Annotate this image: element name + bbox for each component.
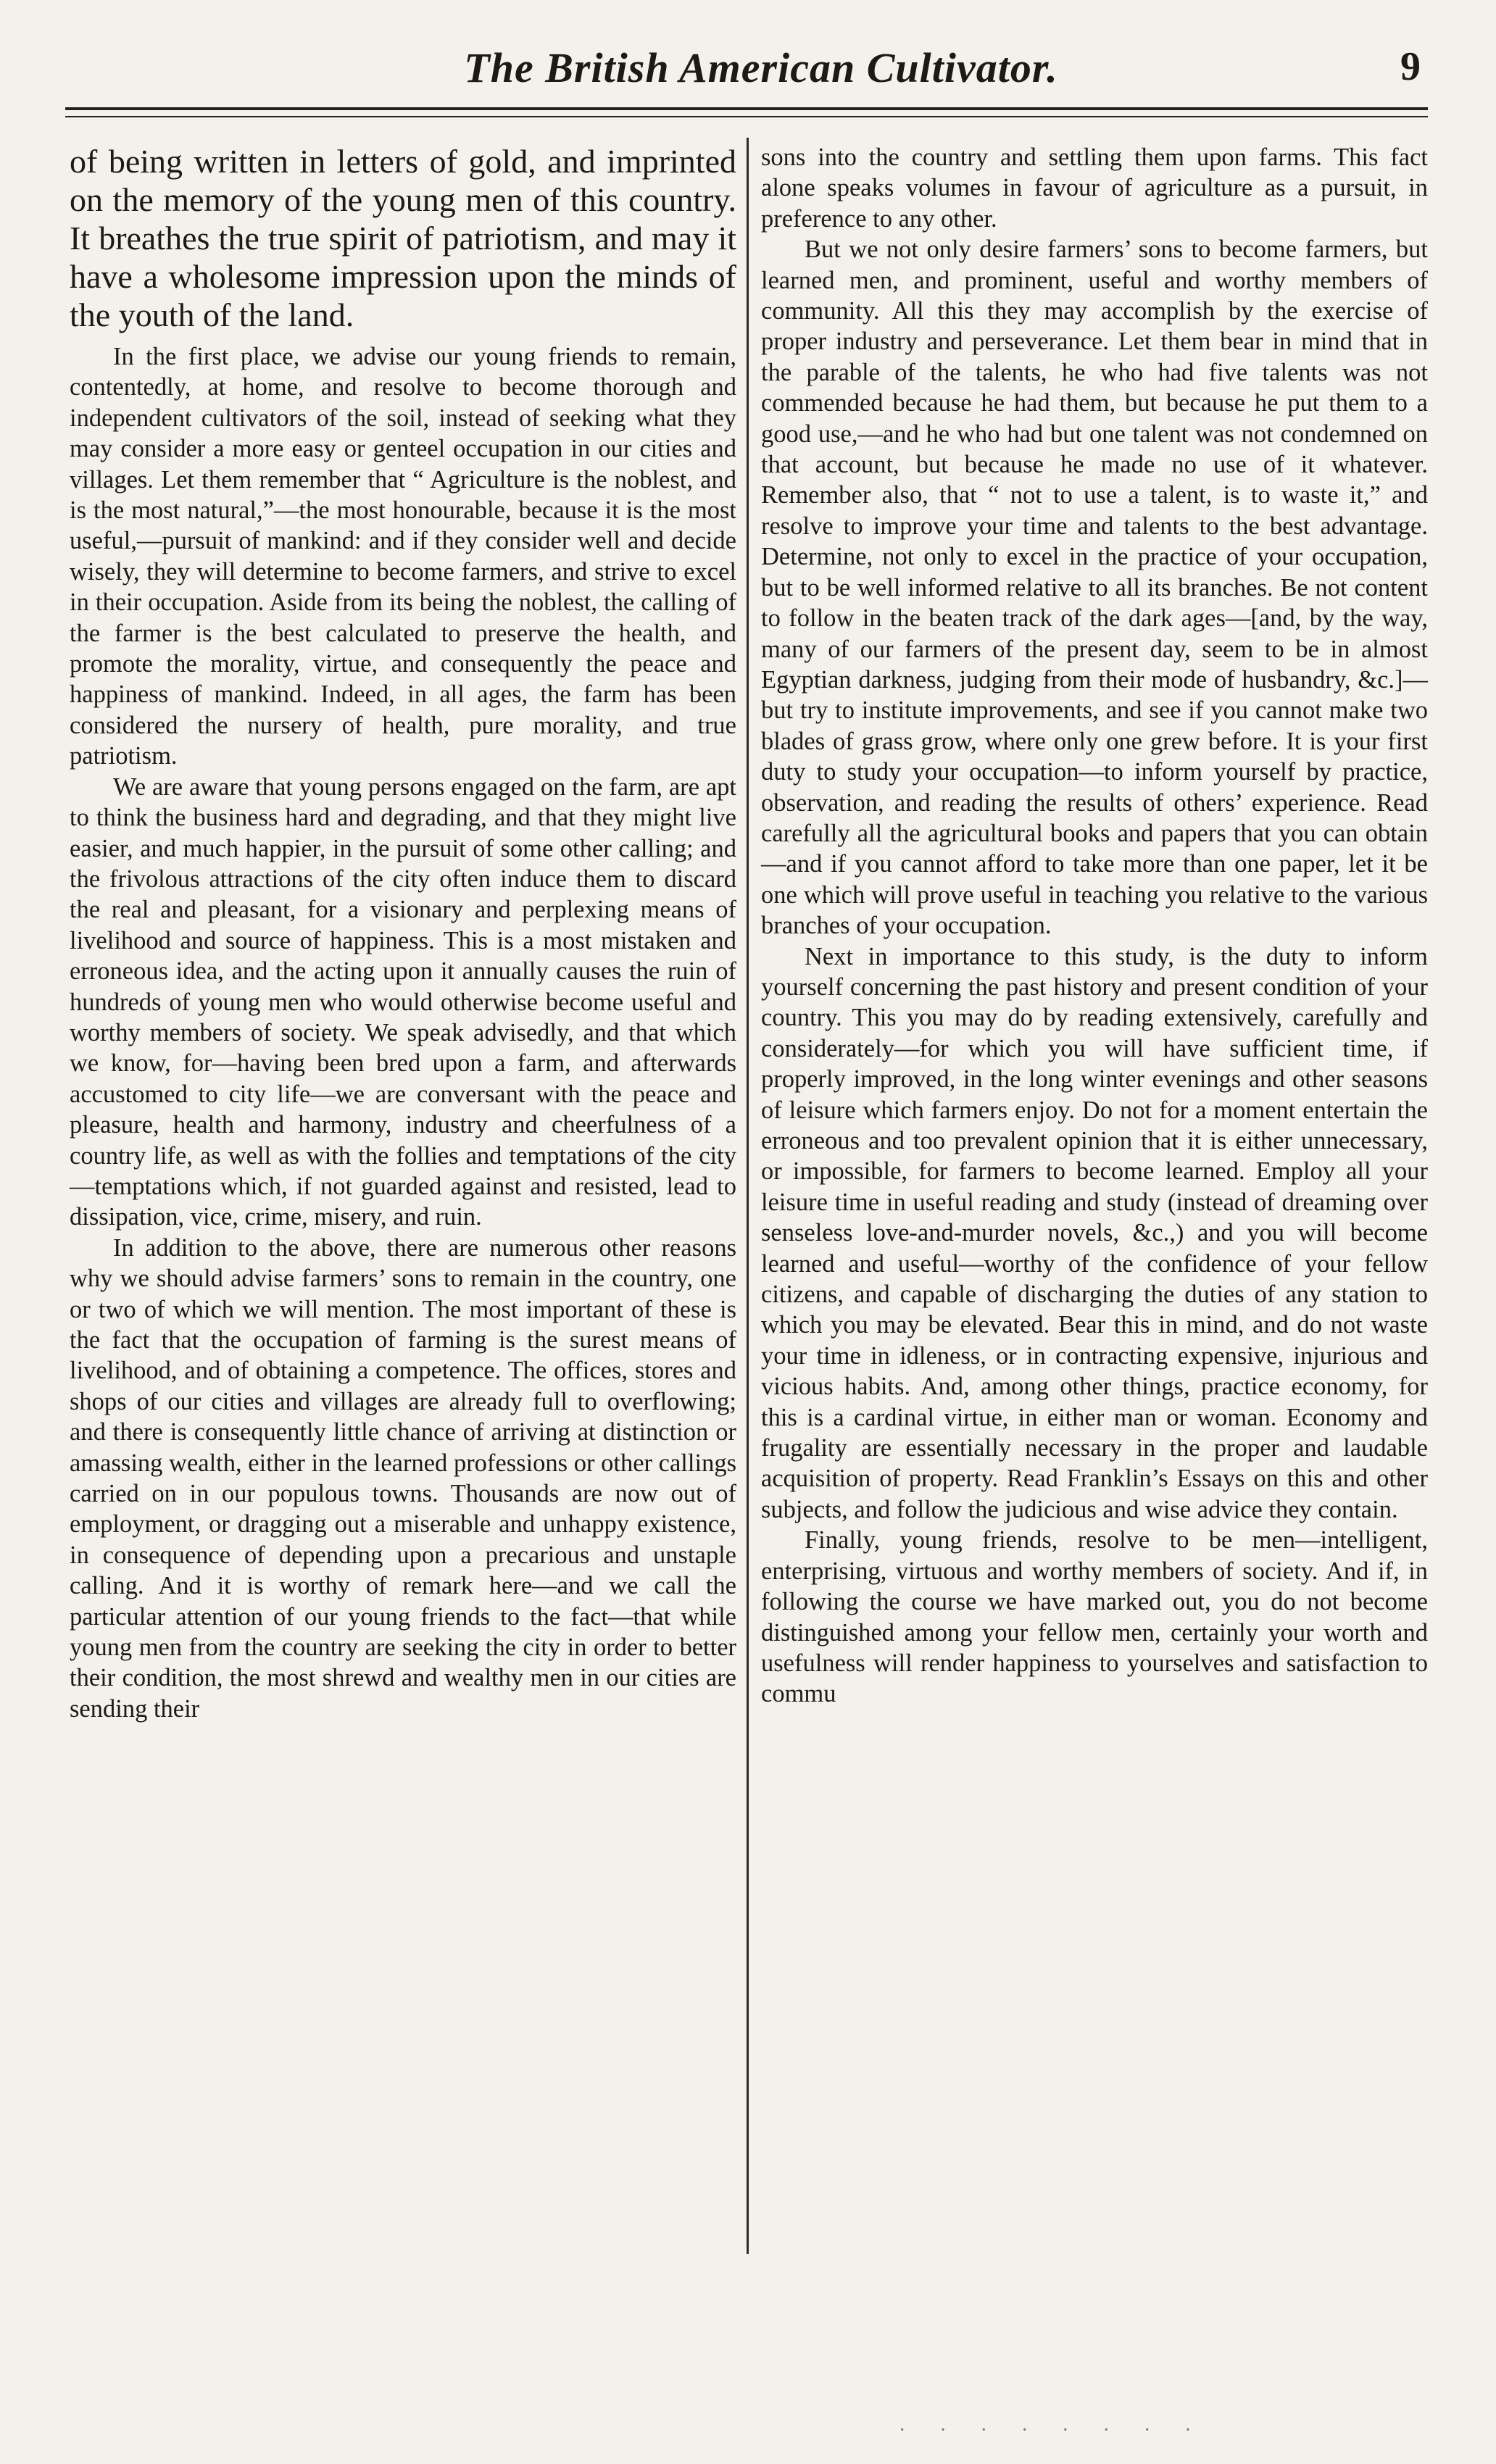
left-column bbox=[70, 142, 736, 1724]
lead-paragraph: of being written in letters of gold, and imprinted on the memory of the young men of this country. It breathes the true spirit of patriotism, and may it have a wholesome impression upon the minds of the youth of the land. bbox=[70, 143, 736, 333]
column-divider bbox=[747, 138, 749, 2254]
paragraph: In addition to the above, there are numerous other reasons why we should advise farmers’ sons to remain in the country, one or two of which we will mention. The most important of these is the fact that the occupation of farming is the surest means of livelihood, and of obtaining a competence. The offices, stores and shops of our cities and villages are already full to overflowing; and there is consequently little chance of arriving at distinction or amassing wealth, either in the learned professions or other callings carried on in our populous towns. Thousands are now out of employment, or dragging out a miserable and unhappy existence, in consequence of depending upon a precarious and unstaple calling. And it is worthy of remark here—and we call the particular attention of our young friends to the fact—that while young men from the country are seeking the city in order to better their condition, the most shrewd and wealthy men in our cities are sending their bbox=[70, 1233, 736, 1723]
page-header bbox=[65, 43, 1442, 101]
paragraph: We are aware that young persons engaged on the farm, are apt to think the business hard and degrading, and that they might live easier, and much happier, in the pursuit of some other calling; and the frivolous attractions of the city often induce them to discard the real and pleasant, for a visionary and perplexing means of livelihood and source of happiness. This is a most mistaken and erroneous idea, and the acting upon it annually causes the ruin of hundreds of young men who would otherwise become useful and worthy members of society. We speak advisedly, and that which we know, for—having been bred upon a farm, and afterwards accustomed to city life—we are conversant with the peace and pleasure, health and harmony, industry and cheerfulness of a country life, as well as with the follies and temptations of the city—temptations which, if not guarded against and resisted, lead to dissipation, vice, crime, misery, and ruin. bbox=[70, 773, 736, 1231]
print-specks: · · · · · · · · bbox=[899, 2419, 1206, 2442]
header-rule-thin bbox=[65, 116, 1428, 117]
header-rule-thick bbox=[65, 107, 1428, 110]
paragraph: Next in importance to this study, is the duty to inform yourself concerning the past history and present condition of your country. This you may do by reading extensively, carefully and considerately—for which you will have sufficient time, if properly improved, in the long winter evenings and other seasons of leisure which farmers enjoy. Do not for a moment entertain the erroneous and too prevalent opinion that it is either unnecessary, or impossible, for farmers to become learned. Employ all your leisure time in useful reading and study (instead of dreaming over senseless love-and-murder novels, &c.,) and you will become learned and useful—worthy of the confidence of your fellow citizens, and capable of discharging the duties of any station to which you may be elevated. Bear this in mind, and do not waste your time in idleness, or in contracting expensive, injurious and vicious habits. And, among other things, practice economy, for this is a cardinal virtue, in either man or woman. Economy and frugality are essentially necessary in the proper and laudable acquisition of property. Read Franklin’s Essays on this and other subjects, and follow the judicious and wise advice they contain. bbox=[761, 942, 1428, 1523]
paragraph: In the first place, we advise our young friends to remain, contentedly, at home, and resolve to become thorough and independent cultivators of the soil, instead of seeking what they may consider a more easy or genteel occupation in our cities and villages. Let them remember that “ Agriculture is the noblest, and is the most natural,”—the most honourable, because it is the most useful,—pursuit of mankind: and if they consider well and decide wisely, they will determine to become farmers, and strive to excel in their occupation. Aside from its being the noblest, the calling of the farmer is the best calculated to preserve the health, and promote the morality, virtue, and consequently the peace and happiness of mankind. Indeed, in all ages, the farm has been considered the nursery of health, pure morality, and true patriotism. bbox=[70, 343, 736, 770]
paragraph: sons into the country and settling them upon farms. This fact alone speaks volumes in favour of agriculture as a pursuit, in preference to any other. bbox=[761, 143, 1428, 233]
paragraph: But we not only desire farmers’ sons to become farmers, but learned men, and prominent, useful and worthy members of community. All this they may accomplish by the exercise of proper industry and perseverance. Let them bear in mind that in the parable of the talents, he who had five talents was not commended because he had them, but because he put them to a good use,—and he who had but one talent was not condemned on that account, but because he made no use of it whatever. Remember also, that “ not to use a talent, is to waste it,” and resolve to improve your time and talents to the best advantage. Determine, not only to excel in the practice of your occupation, but to be well informed relative to all its branches. Be not content to follow in the beaten track of the dark ages—[and, by the way, many of our farmers of the present day, seem to be in almost Egyptian darkness, judging from their mode of husbandry, &c.]—but try to institute improvements, and see if you cannot make two blades of grass grow, where only one grew before. It is your first duty to study your occupation—to inform yourself by practice, observation, and reading the results of others’ experience. Read carefully all the agricultural books and papers that you can obtain—and if you cannot afford to take more than one paper, let it be one which will prove useful in teaching you relative to the various branches of your occupation. bbox=[761, 236, 1428, 940]
paragraph: Finally, young friends, resolve to be men—intelligent, enterprising, virtuous and worthy members of society. And if, in following the course we have marked out, you do not become distinguished among your fellow men, certainly your worth and usefulness will render happiness to yourselves and satisfaction to commu bbox=[761, 1526, 1428, 1708]
page-number: 9 bbox=[1400, 44, 1421, 89]
running-title: The British American Cultivator. bbox=[464, 44, 1058, 91]
right-column bbox=[761, 142, 1428, 1710]
